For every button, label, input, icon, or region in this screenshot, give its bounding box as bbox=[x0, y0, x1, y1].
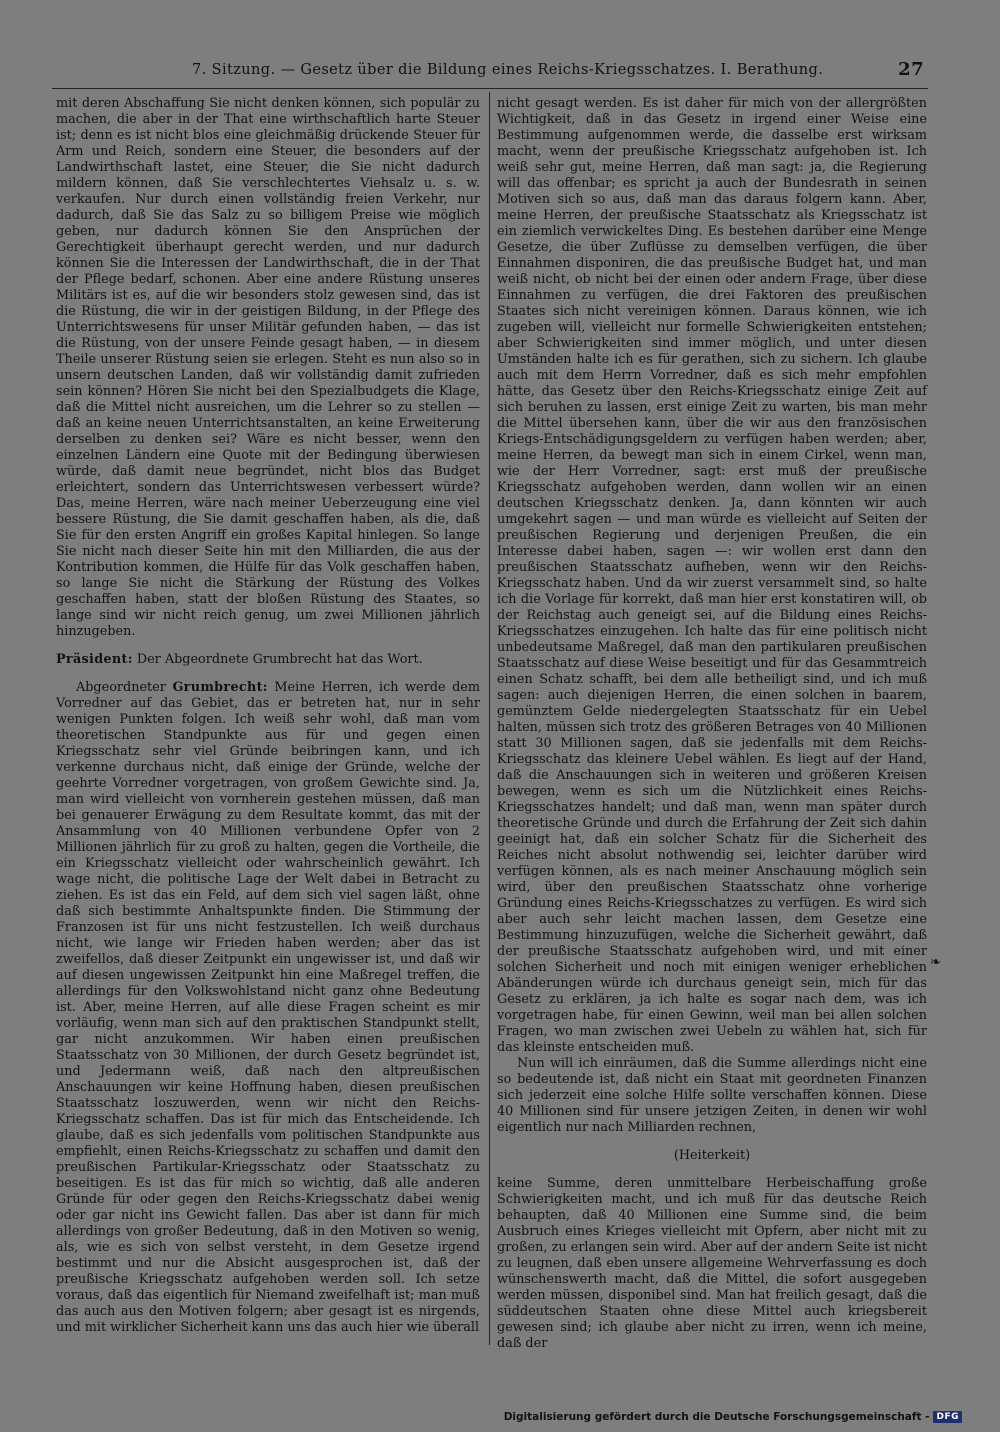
speech-paragraph bbox=[56, 680, 480, 1336]
header-rule bbox=[52, 88, 928, 89]
footer-text: Digitalisierung gefördert durch die Deutsche Forschungsgemeinschaft - bbox=[503, 1411, 930, 1423]
paragraph: Nun will ich einräumen, daß die Summe allerdings nicht eine so bedeutende ist, daß nicht ein Staat mit geordneten Finanzen sich jederzeit eine solche Hilfe sollte verschaffen können. Diese 40 Millionen sind für unsere jetzigen Zeiten, in denen wir wohl eigentlich nur nach Milliarden rechnen, bbox=[497, 1056, 927, 1135]
footer-credit bbox=[504, 1411, 962, 1423]
interjection: (Heiterkeit) bbox=[673, 1148, 751, 1163]
left-column bbox=[56, 96, 480, 1336]
page-number: 27 bbox=[898, 59, 924, 80]
header-title: 7. Sitzung. — Gesetz über die Bildung eines Reichs-Kriegsschatzes. I. Berathung. bbox=[192, 62, 824, 78]
speaker-prefix: Abgeordneter bbox=[76, 680, 173, 695]
paragraph: keine Summe, deren unmittelbare Herbeischaffung große Schwierigkeiten macht, und ich muß für das deutsche Reich behaupten, daß 40 Millionen eine Summe sind, die beim Ausbruch eines Krieges vielleicht mit Opfern, aber nicht mit zu großen, zu erlangen sein wird. Aber auf der andern Seite ist nicht zu leugnen, daß eben unsere allgemeine Wehrverfassung es doch wünschenswerth macht, daß die Mittel, die sofort ausgegeben werden müssen, disponibel sind. Man hat freilich gesagt, daß die süddeutschen Staaten ohne diese Mittel auch kriegsbereit gewesen sind; ich glaube aber nicht zu irren, wenn ich meine, daß der bbox=[497, 1176, 927, 1351]
paragraph: mit deren Abschaffung Sie nicht denken können, sich populär zu machen, die aber in der That eine wirthschaftlich harte Steuer ist; denn es ist nicht blos eine gleichmäßig drückende Steuer für Arm und Reich, sondern eine Steuer, die besonders auf der Landwirthschaft lastet, eine Steuer, die Sie nicht dadurch mildern können, daß Sie verschlechtertes Viehsalz u. s. w. verkaufen. Nur durch einen vollständig freien Verkehr, nur dadurch, daß Sie das Salz zu so billigem Preise wie möglich geben, nur dadurch können Sie den Ansprüchen der Gerechtigkeit überhaupt gerecht werden, und nur dadurch können Sie die Interessen der Landwirthschaft, die in der That der Pflege bedarf, schonen. Aber eine andere Rüstung unseres Militärs ist es, auf die wir besonders stolz gewesen sind, das ist die Rüstung, die wir in der geistigen Bildung, in der Pflege des Unterrichtswesens für unser Militär gefunden haben, — das ist die Rüstung, von der unsere Feinde gesagt haben, — in diesem Theile unserer Rüstung seien sie erlegen. Steht es nun also so in unsern deutschen Landen, daß wir vollständig damit zufrieden sein können? Hören Sie nicht bei den Spezialbudgets die Klage, daß die Mittel nicht ausreichen, um die Lehrer so zu stellen — daß an keine neuen Unterrichtsanstalten, an keine Erweiterung derselben zu denken sei? Wäre es nicht besser, wenn den einzelnen Ländern eine Quote mit der Bedingung überwiesen würde, daß damit neue begründet, nicht blos das Budget erleichtert, sondern das Unterrichtswesen verbessert würde? Das, meine Herren, wäre nach meiner Ueberzeugung eine viel bessere Rüstung, die Sie damit geschaffen haben, als die, daß Sie für den ersten Angriff ein großes Kapital hinlegen. So lange Sie nicht nach dieser Seite hin mit den Milliarden, die aus der Kontribution kommen, die Hülfe für das Volk geschaffen haben, so lange Sie nicht die Stärkung der Rüstung des Volkes geschaffen haben, statt der bloßen Rüstung des Staates, so lange sind wir nicht reich genug, um zwei Millionen jährlich hinzugeben. bbox=[56, 96, 480, 639]
speaker-name: Präsident: bbox=[56, 652, 133, 667]
margin-mark-icon: ❧ bbox=[930, 955, 941, 970]
speech-text: Meine Herren, ich werde dem Vorredner auf das Gebiet, das er betreten hat, nur in sehr wenigen Punkten folgen. Ich weiß sehr wohl, daß man vom theoretischen Standpunkte aus für und gegen einen Kriegsschatz sehr viel Gründe beibringen kann, und ich verkenne durchaus nicht, daß einige der Gründe, welche der geehrte Vorredner vorgetragen, von großem Gewichte sind. Ja, man wird vielleicht von vornherein gestehen müssen, daß man bei genauerer Erwägung zu dem Resultate kommt, das mit der Ansammlung von 40 Millionen verbundene Opfer von 2 Millionen jährlich für zu groß zu halten, gegen die Vortheile, die ein Kriegsschatz vielleicht oder wahrscheinlich gewährt. Ich wage nicht, die politische Lage der Welt dabei in Betracht zu ziehen. Es ist das ein Feld, auf dem sich viel sagen läßt, ohne daß sich bestimmte Anhaltspunkte finden. Die Stimmung der Franzosen ist für uns nicht festzustellen. Ich weiß durchaus nicht, wie lange wir Frieden haben werden; aber das ist zweifellos, daß dieser Zeitpunkt ein ungewisser ist, und daß wir auf diesen ungewissen Zeitpunkt hin eine Maßregel treffen, die allerdings für den Volkswohlstand nicht ganz ohne Bedeutung ist. Aber, meine Herren, auf alle diese Fragen scheint es mir vorläufig, wenn man sich auf den praktischen Standpunkt stellt, gar nicht anzukommen. Wir haben einen preußischen Staatsschatz von 30 Millionen, der durch Gesetz begründet ist, und Jedermann weiß, daß nach den altpreußischen Anschauungen wir keine Hoffnung haben, diesen preußischen Staatsschatz loszuwerden, wenn wir nicht den Reichs-Kriegsschatz schaffen. Das ist für mich das Entscheidende. Ich glaube, daß es sich jedenfalls vom politischen Standpunkte aus empfiehlt, einen Reichs-Kriegsschatz zu schaffen und damit den preußischen Partikular-Kriegsschatz oder Staatsschatz zu beseitigen. Es ist das für mich so wichtig, daß alle anderen Gründe für oder gegen den Reichs-Kriegsschatz dabei wenig oder gar nicht ins Gewicht fallen. Das aber ist dann für mich allerdings von großer Bedeutung, daß in den Motiven so wenig, als, wie es sich von selbst versteht, in dem Gesetze irgend bestimmt und nur die Absicht ausgesprochen ist, daß der preußische Kriegsschatz aufgehoben werden soll. Ich setze voraus, daß das eigentlich für Niemand zweifelhaft ist; man muß das auch aus den Motiven folgern; aber gesagt ist es nirgends, und mit wirklicher Sicherheit kann uns das auch hier wie überall bbox=[56, 680, 480, 1335]
speaker-paragraph bbox=[56, 652, 480, 668]
speech-text: Der Abgeordnete Grumbrecht hat das Wort. bbox=[136, 652, 423, 667]
dfg-logo: DFG bbox=[933, 1411, 962, 1423]
right-column bbox=[497, 96, 927, 1352]
speaker-name: Grumbrecht: bbox=[172, 680, 268, 695]
running-header bbox=[52, 58, 928, 84]
paragraph: nicht gesagt werden. Es ist daher für mich von der allergrößten Wichtigkeit, daß in das Gesetz in irgend einer Weise eine Bestimmung aufgenommen werde, die dasselbe erst wirksam macht, wenn der preußische Kriegsschatz aufgehoben ist. Ich weiß sehr gut, meine Herren, daß man sagt: ja, die Regierung will das offenbar; es spricht ja auch der Bundesrath in seinen Motiven sich so aus, daß man das daraus folgern kann. Aber, meine Herren, der preußische Staatsschatz als Kriegsschatz ist ein ziemlich verwickeltes Ding. Es bestehen darüber eine Menge Gesetze, die über Zuflüsse zu demselben verfügen, die über Einnahmen disponiren, die das preußische Budget hat, und man weiß nicht, ob nicht bei der einen oder andern Frage, über diese Einnahmen zu verfügen, die drei Faktoren des preußischen Staates sich nicht vereinigen können. Daraus können, wie ich zugeben will, vielleicht nur formelle Schwierigkeiten entstehen; aber Schwierigkeiten sind immer möglich, und unter diesen Umständen halte ich es für gerathen, sich zu sichern. Ich glaube auch mit dem Herrn Vorredner, daß es sich mehr empfohlen hätte, das Gesetz über den Reichs-Kriegsschatz einige Zeit auf sich beruhen zu lassen, erst einige Zeit zu warten, bis man mehr die Mittel übersehen kann, über die wir aus den französischen Kriegs-Entschädigungsgeldern zu verfügen haben werden; aber, meine Herren, da bewegt man sich in einem Cirkel, wenn man, wie der Herr Vorredner, sagt: erst muß der preußische Kriegsschatz aufgehoben werden, dann wollen wir an einen deutschen Kriegsschatz denken. Ja, dann könnten wir auch umgekehrt sagen — und man würde es vielleicht auf Seiten der preußischen Regierung und derjenigen Preußen, die ein Interesse dabei haben, sagen —: wir wollen erst dann den preußischen Staatsschatz aufheben, wenn wir den Reichs-Kriegsschatz haben. Und da wir zuerst versammelt sind, so halte ich die Vorlage für korrekt, daß man hier erst konstatiren will, ob der Reichstag auch geneigt sei, auf die Bildung eines Reichs-Kriegsschatzes einzugehen. Ich halte das für eine politisch nicht unbedeutsame Maßregel, daß man den partikularen preußischen Staatsschatz auf diese Weise beseitigt und für das Gesammtreich einen Schatz schafft, bei dem alle betheiligt sind, und ich muß sagen: auch diejenigen Herren, die einen solchen in baarem, gemünztem Gelde niedergelegten Staatsschatz für ein Uebel halten, müssen sich trotz des größeren Betrages von 40 Millionen statt 30 Millionen sagen, daß sie jedenfalls mit dem Reichs-Kriegsschatz das kleinere Uebel wählen. Es liegt auf der Hand, daß die Anschauungen sich in weiteren und größeren Kreisen bewegen, wenn es sich um die Nützlichkeit eines Reichs-Kriegsschatzes handelt; und daß man, wenn man später durch theoretische Gründe und durch die Erfahrung der Zeit sich dahin geeinigt hat, daß ein solcher Schatz für die Sicherheit des Reiches nicht absolut nothwendig sei, leichter darüber wird verfügen können, als es nach meiner Anschauung möglich sein wird, über den preußischen Staatsschatz ohne vorherige Gründung eines Reichs-Kriegsschatzes zu verfügen. Es wird sich aber auch sehr leicht machen lassen, dem Gesetze eine Bestimmung hinzuzufügen, welche die Sicherheit gewährt, daß der preußische Staatsschatz aufgehoben wird, und mit einer solchen Sicherheit und noch mit einigen weniger erheblichen Abänderungen würde ich durchaus geneigt sein, mich für das Gesetz zu erklären, ja ich halte es sogar nach dem, was ich vorgetragen habe, für einen Gewinn, weil man bei allen solchen Fragen, wo man zwischen zwei Uebeln zu wählen hat, sich für das kleinste entscheiden muß. bbox=[497, 96, 927, 1055]
column-divider bbox=[489, 92, 490, 1345]
